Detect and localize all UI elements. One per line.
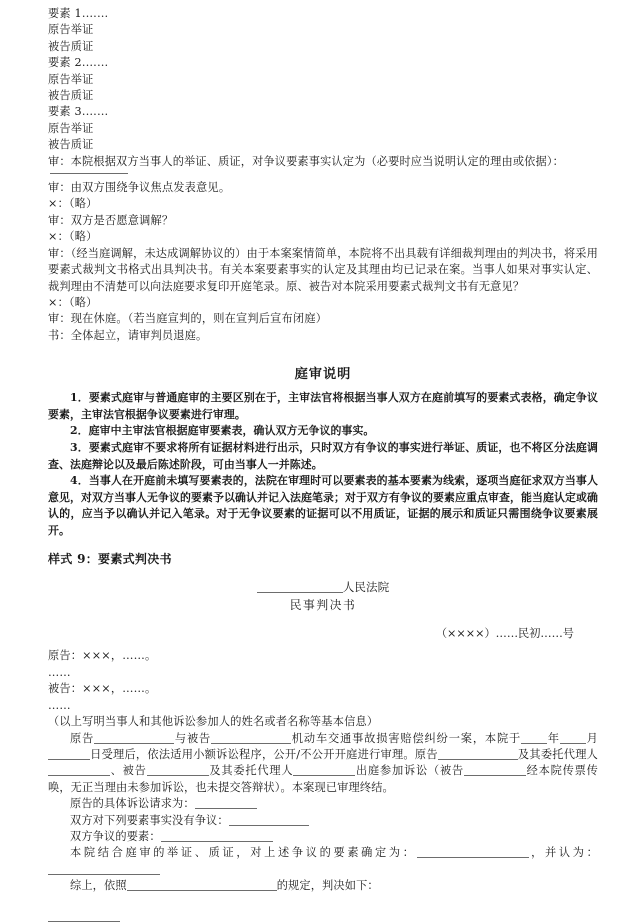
outline-line: 被告质证 [48, 39, 94, 53]
dialog-opinions: 审：由双方围绕争议焦点发表意见。 [48, 181, 231, 195]
dialog-party-omitted: ×：（略） [48, 295, 98, 309]
dialog-clerk-closing: 书：全体起立，请审判员退庭。 [48, 328, 208, 342]
plaintiff-name-blank[interactable] [438, 748, 518, 760]
judgment-body-paragraph [48, 731, 598, 797]
style-sample-heading: 样式 9：要素式判决书 [48, 552, 172, 567]
explanation-title: 庭审说明 [294, 367, 352, 383]
explanation-item: 2．庭审中主审法官根据庭审要素表，确认双方无争议的事实。 [70, 424, 375, 438]
explanation-item: 4．当事人在开庭前未填写要素表的，法院在审理时可以要素表的基本要素为线索，逐项当庭征求双方当事人意见，对双方当事人无争议的要素予以确认并记入法庭笔录；对于双方有争议的要素应重点审查，能当庭认定或确认的，应当予以确认并记入笔录。对于无争议要素的证据可以不用质证，证据的展示和质证只需围绕争议要素展开。 [48, 474, 598, 537]
conclusion-label: 综上，依照 [70, 879, 127, 893]
claim-blank[interactable] [195, 797, 257, 809]
trial-dialog [48, 154, 598, 344]
explanation-item: 3．要素式庭审不要求将所有证据材料进行出示，只时双方有争议的事实进行举证、质证，也不将区分法庭调查、法庭辩论以及最后陈述阶段，可由当事人一并陈述。 [48, 440, 598, 471]
parties-note: （以上写明当事人和其他诉讼参加人的姓名或者名称等基本信息） [48, 715, 379, 729]
dialog-adjourn: 审：现在休庭。（若当庭宣判的，则在宣判后宣布闭庭） [48, 312, 328, 326]
disputed-label: 双方争议的要素： [70, 829, 161, 843]
explanation-item: 1．要素式庭审与普通庭审的主要区别在于，主审法官将根据当事人双方在庭前填写的要素式表格，确定争议要素，主审法官根据争议要素进行审理。 [48, 391, 598, 421]
defendant-agent-blank[interactable] [293, 764, 355, 776]
body-text: 、被告 [110, 764, 147, 778]
body-text: 年 [547, 731, 560, 745]
claim-label: 原告的具体诉讼请求为： [70, 797, 195, 811]
outline-line: 被告质证 [48, 89, 94, 103]
conclusion-line [48, 878, 598, 894]
absent-defendant-blank[interactable] [464, 764, 526, 776]
explanation-list [48, 390, 598, 539]
disputed-blank[interactable] [161, 830, 273, 842]
month-blank[interactable] [560, 732, 586, 744]
dialog-fact-finding: 审：本院根据双方当事人的举证、质证，对争议要素事实认定为（必要时应当说明认定的理由或依据）： [48, 154, 564, 168]
body-text: 与被告 [174, 731, 212, 745]
determination-label: 本院结合庭审的举证、质证，对上述争议的要素确定为： [70, 846, 417, 860]
dialog-mediation-question: 审：双方是否愿意调解？ [48, 213, 174, 227]
outline-line: 原告举证 [48, 121, 94, 135]
outline-line: 被告质证 [48, 138, 94, 152]
court-determination-line [48, 845, 598, 878]
outline-line: 原告举证 [48, 72, 94, 86]
outline-line: 要素 2.…… [48, 56, 109, 70]
case-number: （××××）……民初……号 [435, 627, 574, 641]
outline-line: 要素 3.…… [48, 105, 109, 119]
plaintiff-agent-blank[interactable] [48, 764, 110, 776]
spacer [48, 539, 598, 550]
spacer [48, 568, 598, 579]
plaintiff-line: 原告：×××，……。 [48, 649, 157, 663]
spacer [48, 344, 598, 366]
disputed-elements-line [48, 829, 598, 845]
body-text: 月 [585, 731, 598, 745]
court-name-line [48, 579, 598, 596]
dialog-party-omitted: ×：（略） [48, 230, 98, 244]
court-name-suffix: 人民法院 [342, 580, 390, 595]
day-blank[interactable] [48, 748, 90, 760]
plaintiff-blank[interactable] [94, 732, 174, 744]
defendant-blank[interactable] [211, 732, 291, 744]
body-text: 经本院传票传唤，无正当理由未参加诉讼，也未提交答辩状）。本案现已审理终结。 [48, 764, 598, 794]
reasoning-blank[interactable] [48, 863, 160, 875]
body-text: 日受理后，依法适用小额诉讼程序，公开/不公开开庭进行审理。原告 [90, 747, 438, 761]
defendant-ellipsis: …… [48, 698, 71, 712]
body-text: 及其委托代理人 [517, 747, 598, 761]
conclusion-label-2: 的规定，判决如下： [276, 879, 379, 893]
year-blank[interactable] [521, 732, 547, 744]
body-text: 及其委托代理人 [208, 764, 294, 778]
undisputed-label: 双方对下列要素事实没有争议： [70, 813, 229, 827]
body-text: 出庭参加诉讼（被告 [355, 764, 464, 778]
determination-blank[interactable] [417, 846, 529, 858]
legal-basis-blank[interactable] [127, 879, 277, 891]
determination-label-2: ，并认为： [528, 846, 598, 860]
judgment-doc-title: 民事判决书 [289, 598, 357, 613]
spacer [48, 614, 598, 625]
undisputed-elements-line [48, 813, 598, 829]
defendant-line: 被告：×××，……。 [48, 682, 157, 696]
judgment-item-blank[interactable] [48, 921, 120, 922]
claim-line [48, 796, 598, 812]
plaintiff-ellipsis: …… [48, 665, 71, 679]
outline-line: 原告举证 [48, 23, 94, 37]
defendant-name-blank[interactable] [147, 764, 209, 776]
judgment-document [48, 579, 598, 921]
body-text: 机动车交通事故损害赔偿纠纷一案，本院于 [291, 731, 522, 745]
undisputed-blank[interactable] [229, 814, 309, 826]
fact-finding-blank[interactable] [50, 173, 128, 174]
dialog-element-judgment-notice: 审：（经当庭调解，未达成调解协议的）由于本案案情简单，本院将不出具载有详细裁判理由的判决书，将采用要素式裁判文书格式出具判决书。有关本案要素事实的认定及其理由均已记录在案。当事人如果对事实认定、裁判理由不清楚可以向法庭要求复印开庭笔录。原、被告对本院采用要素式裁判文书有无意见？ [48, 246, 598, 293]
court-name-blank[interactable] [257, 592, 343, 593]
body-text: 原告 [70, 731, 95, 745]
transcript-outline [48, 6, 598, 154]
dialog-party-omitted: ×：（略） [48, 197, 98, 211]
outline-line: 要素 1.…… [48, 7, 109, 20]
